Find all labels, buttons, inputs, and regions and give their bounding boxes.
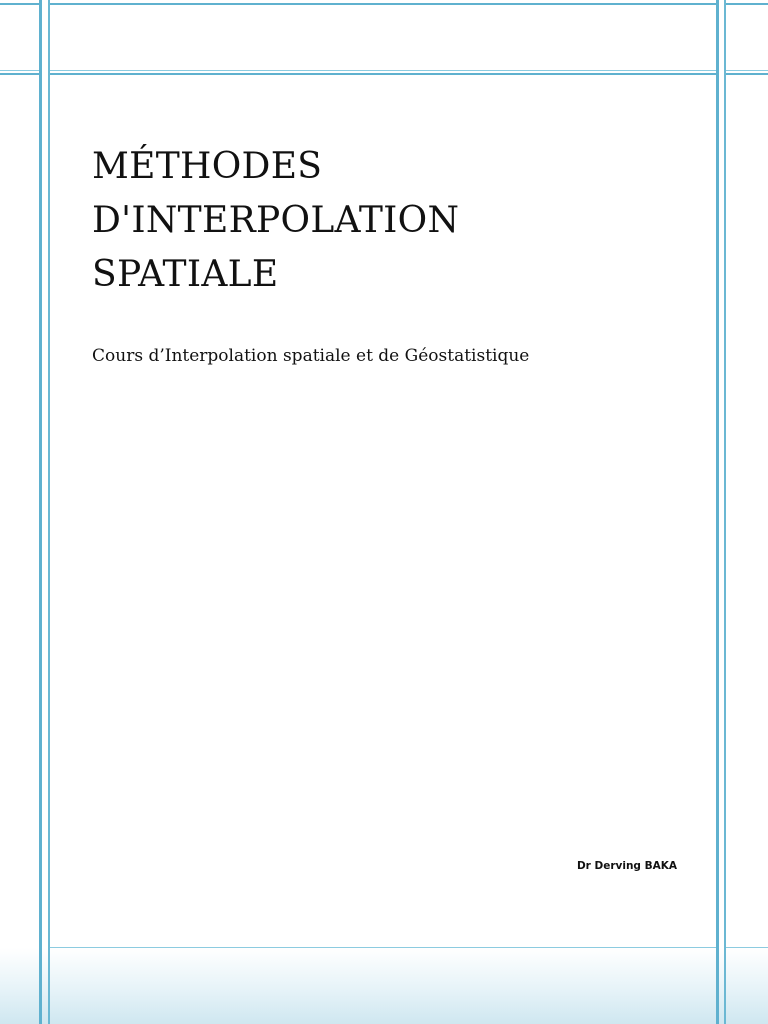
frame-header-line-thin-center bbox=[50, 70, 716, 71]
frame-top-line-right bbox=[726, 3, 768, 5]
frame-line-outer-left bbox=[39, 0, 42, 1024]
bottom-gradient-band bbox=[0, 948, 768, 1024]
document-subtitle: Cours d’Interpolation spatiale et de Géostatistique bbox=[92, 346, 530, 366]
frame-footer-line-center bbox=[50, 947, 716, 948]
frame-top-line-left bbox=[0, 3, 39, 5]
document-title: MÉTHODES D'INTERPOLATION SPATIALE bbox=[92, 146, 460, 295]
frame-footer-line-right bbox=[726, 947, 768, 948]
frame-header-line-center bbox=[50, 73, 716, 75]
frame-header-line-thin-left bbox=[0, 70, 39, 71]
frame-line-inner-right bbox=[716, 0, 719, 1024]
frame-top-line-center bbox=[50, 3, 716, 5]
frame-header-line-left bbox=[0, 73, 39, 75]
frame-line-inner-left bbox=[48, 0, 50, 1024]
frame-header-line-right bbox=[726, 73, 768, 75]
author-name: Dr Derving BAKA bbox=[576, 860, 677, 872]
frame-header-line-thin-right bbox=[726, 70, 768, 71]
frame-line-outer-right bbox=[724, 0, 726, 1024]
